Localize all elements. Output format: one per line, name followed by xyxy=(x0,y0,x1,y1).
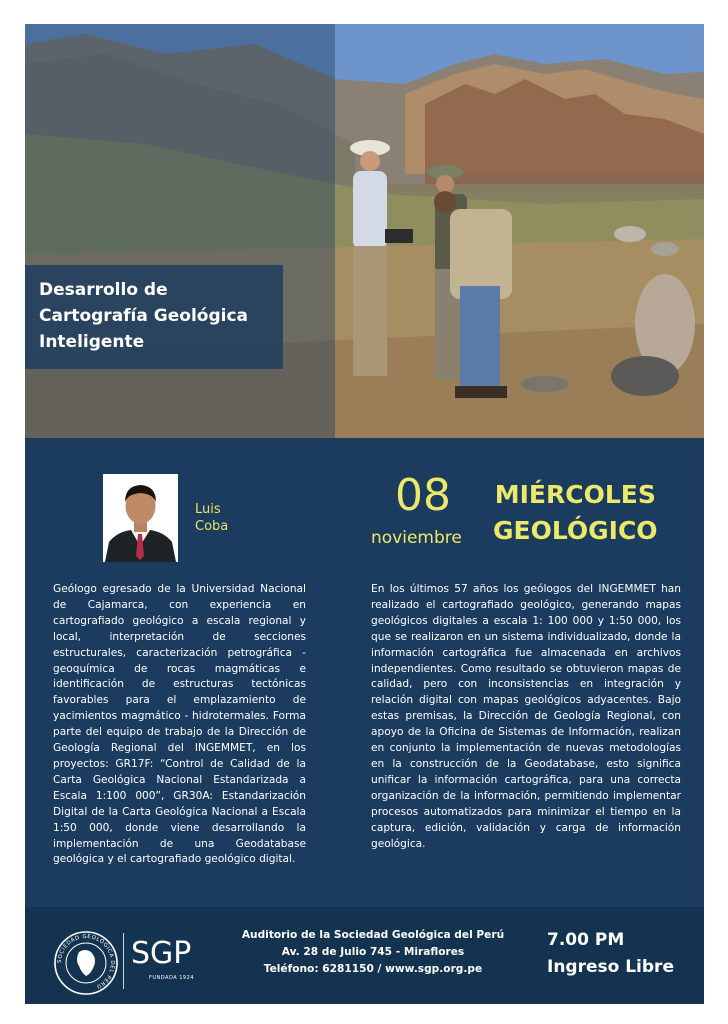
footer xyxy=(25,907,704,1004)
speaker-last-name: Coba xyxy=(195,519,229,534)
event-title-line-2: GEOLÓGICO xyxy=(493,516,658,545)
event-month: noviembre xyxy=(371,528,462,548)
speaker-name xyxy=(195,501,228,535)
sgp-seal-icon xyxy=(53,930,119,996)
event-time-info xyxy=(547,927,674,981)
event-poster xyxy=(25,24,704,1004)
address-line-3: Teléfono: 6281150 / www.sgp.org.pe xyxy=(263,963,483,975)
venue-address xyxy=(240,927,506,978)
event-series-title xyxy=(493,477,658,549)
speaker-bio: Geólogo egresado de la Universidad Nacional de Cajamarca, con experiencia en cartografiado geológico a escala regional y local, interpretación de secciones estructurales, caracterización petrográfica - geoquímica de rocas magmáticas e identificación de estructuras tectónicas favorables para el emplazamiento de yacimientos magmático - hidrotermales. Forma parte del equipo de trabajo de la Dirección de Geología Regional del INGEMMET, en los proyectos: GR17F: “Control de Calidad de la Carta Geológica Nacional Estandarizada a Escala 1:100 000”, GR30A: Estandarización Digital de la Carta Geológica Nacional a Escala 1:50 000, donde viene desarrollando la implementación de una Geodatabase geológica y el cartografiado geológico digital. xyxy=(53,583,306,866)
founded-text: FUNDADA 1924 xyxy=(149,975,194,981)
address-line-2: Av. 28 de Julio 745 - Miraflores xyxy=(281,946,465,958)
title-line-3: Inteligente xyxy=(39,332,145,352)
talk-abstract: En los últimos 57 años los geólogos del INGEMMET han realizado el cartografiado geológico, generando mapas geológicos digitales a escala 1: 100 000 y 1:50 000, los que se realizaron en un sistema individualizado, donde la información cartográfica fue almacenada en archivos independientes. Como resultado se obtuvieron mapas de calidad, pero con inconsistencias en integración y relación digital con mapas geológicos adyacentes. Bajo estas premisas, la Dirección de Geología Regional, con apoyo de la Oficina de Sistemas de Información, realizan en conjunto la implementación de nuevas metodologías en la construcción de la Geodatabase, esto significa unificar la información cartográfica, para una correcta organización de la información, permitiendo implementar procesos automatizados para minimizar el tiempo en la captura, edición, validación y carga de información geológica. xyxy=(371,583,681,850)
svg-text:SOCIEDAD GEOLÓGICA DEL PERÚ: SOCIEDAD GEOLÓGICA DEL PERÚ xyxy=(56,933,116,990)
event-time: 7.00 PM xyxy=(547,930,625,950)
event-day: 08 xyxy=(395,470,451,521)
speaker-portrait xyxy=(103,474,178,562)
title-line-1: Desarrollo de xyxy=(39,280,168,300)
logo-divider xyxy=(123,933,124,989)
speaker-first-name: Luis xyxy=(195,502,221,517)
sgp-logo-text: SGP xyxy=(131,936,192,971)
entry-note: Ingreso Libre xyxy=(547,957,674,977)
event-topic-title xyxy=(39,277,279,355)
photo-tint-overlay xyxy=(25,24,335,438)
title-box xyxy=(25,265,283,369)
address-line-1: Auditorio de la Sociedad Geológica del Perú xyxy=(241,929,505,941)
speaker-avatar xyxy=(103,474,178,562)
field-photo xyxy=(25,24,704,438)
event-title-line-1: MIÉRCOLES xyxy=(494,480,656,509)
title-line-2: Cartografía Geológica xyxy=(39,306,248,326)
